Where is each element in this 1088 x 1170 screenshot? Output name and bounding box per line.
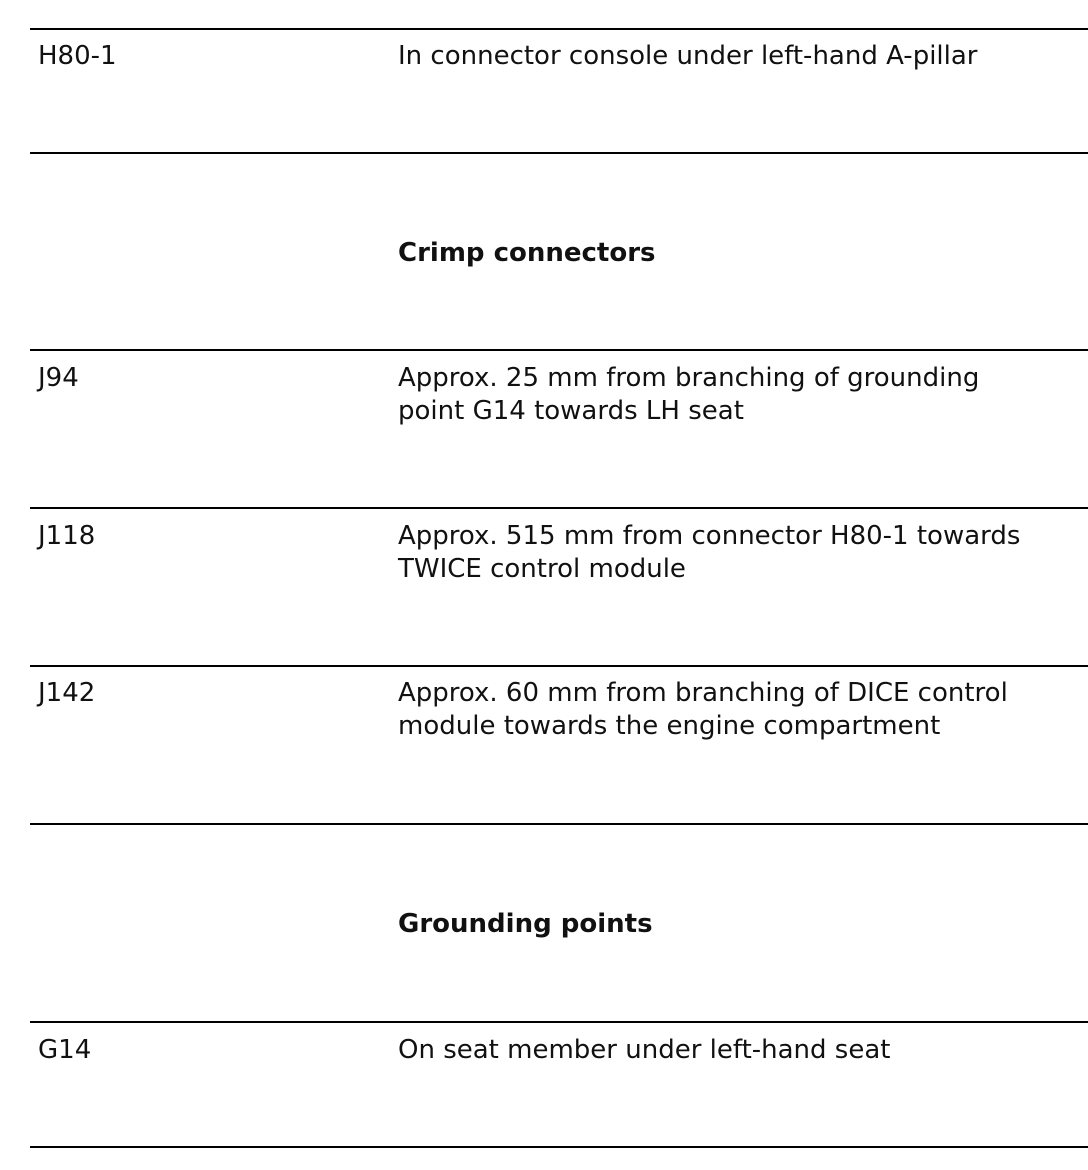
connector-location-j94 <box>398 362 979 428</box>
connector-code-j118: J118 <box>38 521 96 551</box>
table-divider <box>30 823 1088 825</box>
description-line: Approx. 60 mm from branching of DICE control <box>398 678 1008 708</box>
description-line: Approx. 515 mm from connector H80-1 towards <box>398 521 1021 551</box>
grounding-location-g14 <box>398 1034 890 1067</box>
table-divider <box>30 1021 1088 1023</box>
table-divider <box>30 28 1088 30</box>
table-divider <box>30 1146 1088 1148</box>
connector-code-j142: J142 <box>38 678 96 708</box>
grounding-point-g14: G14 <box>38 1035 92 1065</box>
section-heading-crimp-connectors: Crimp connectors <box>398 238 656 268</box>
table-divider <box>30 665 1088 667</box>
section-heading-grounding-points: Grounding points <box>398 909 653 939</box>
table-divider <box>30 349 1088 351</box>
description-line: In connector console under left-hand A-pillar <box>398 41 978 71</box>
description-line: On seat member under left-hand seat <box>398 1035 891 1065</box>
table-divider <box>30 507 1088 509</box>
connector-location-j142 <box>398 677 1008 743</box>
description-line: point G14 towards LH seat <box>398 396 744 426</box>
description-line: Approx. 25 mm from branching of grounding <box>398 363 980 393</box>
connector-code-h80-1: H80-1 <box>38 41 117 71</box>
table-divider <box>30 152 1088 154</box>
connector-code-j94: J94 <box>38 363 79 393</box>
description-line: TWICE control module <box>398 554 686 584</box>
connector-location-j118 <box>398 520 1020 586</box>
connector-location-h80-1 <box>398 40 978 73</box>
description-line: module towards the engine compartment <box>398 711 941 741</box>
